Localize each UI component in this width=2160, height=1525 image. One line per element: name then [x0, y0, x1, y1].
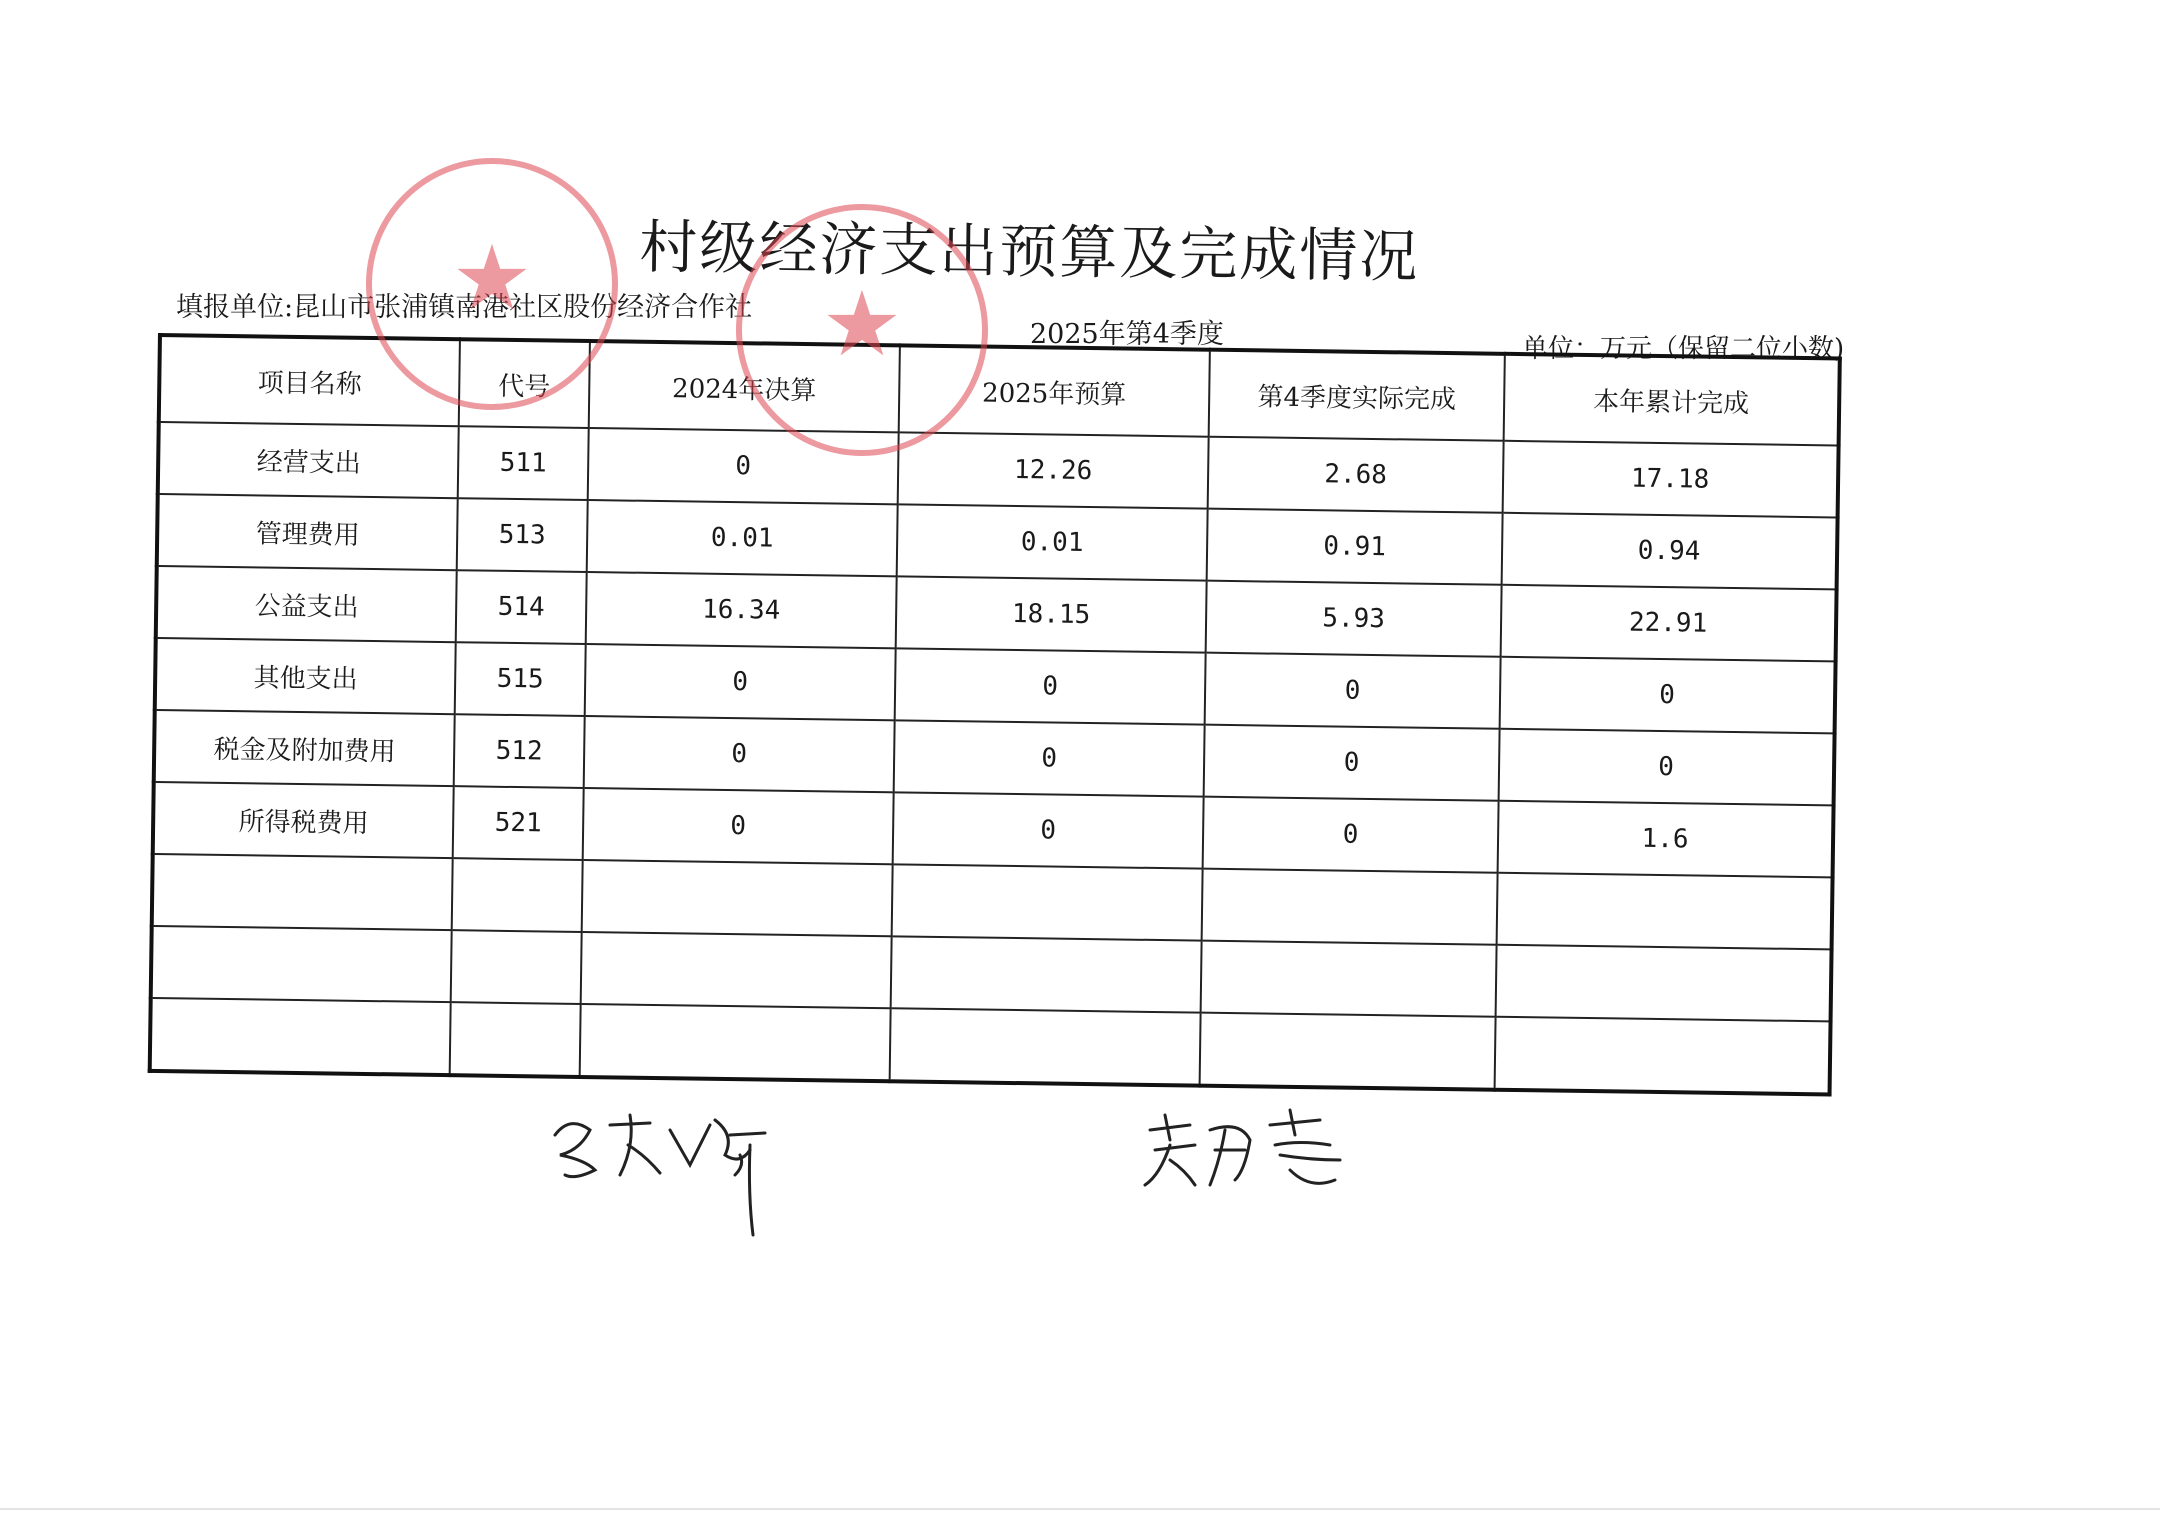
row-label: 所得税费用: [153, 782, 454, 858]
row-value: 0.94: [1502, 513, 1838, 590]
expense-table: [148, 333, 1842, 1096]
row-value: 0: [893, 792, 1204, 868]
row-code: [452, 858, 583, 932]
row-label: 公益支出: [156, 566, 457, 642]
row-value: [1497, 873, 1833, 950]
row-value: [1200, 1013, 1496, 1090]
row-code: 521: [453, 786, 584, 860]
row-value: 0: [1499, 729, 1835, 806]
row-value: 0: [588, 428, 899, 504]
row-value: 22.91: [1501, 585, 1837, 662]
row-code: 515: [455, 642, 586, 716]
column-header: 项目名称: [159, 335, 460, 426]
row-value: [1202, 869, 1498, 945]
row-label: [150, 998, 451, 1075]
seal-stamp: [366, 158, 618, 410]
row-value: 0.01: [587, 500, 898, 576]
row-code: 512: [454, 714, 585, 788]
row-value: [1201, 941, 1497, 1017]
row-value: [1495, 1017, 1831, 1095]
row-value: 0.01: [897, 504, 1208, 580]
row-value: 1.6: [1498, 801, 1834, 878]
row-value: 0: [1205, 653, 1501, 729]
column-header: 代号: [459, 339, 590, 428]
row-value: 2.68: [1208, 437, 1504, 513]
row-value: [580, 1004, 891, 1081]
row-label: 经营支出: [158, 422, 459, 498]
row-value: 0: [583, 788, 894, 864]
report-period: 2025年第4季度: [1030, 319, 1224, 350]
row-value: [892, 864, 1203, 940]
row-value: [891, 936, 1202, 1012]
row-value: 12.26: [898, 432, 1209, 508]
row-label: [151, 926, 452, 1002]
expense-table-container: [148, 333, 1838, 1076]
column-header: 本年累计完成: [1504, 354, 1840, 446]
row-value: 0: [1203, 797, 1499, 873]
row-code: 513: [457, 498, 588, 572]
row-label: [152, 854, 453, 930]
column-header: 第4季度实际完成: [1209, 350, 1505, 441]
row-label: 其他支出: [155, 638, 456, 714]
row-code: [450, 1002, 581, 1077]
row-value: [1496, 945, 1832, 1022]
unit-note: 单位：万元（保留二位小数): [1522, 334, 1845, 364]
row-value: 17.18: [1503, 441, 1839, 518]
row-code: 514: [456, 570, 587, 644]
row-value: 16.34: [586, 572, 897, 648]
row-label: 税金及附加费用: [154, 710, 455, 786]
row-value: 0: [584, 716, 895, 792]
row-value: 18.15: [896, 576, 1207, 652]
star-icon: ★: [821, 272, 903, 377]
reporting-unit: 填报单位:昆山市张浦镇南港社区股份经济合作社: [176, 292, 753, 323]
row-value: 0.91: [1207, 509, 1503, 585]
row-value: [581, 932, 892, 1008]
row-code: [451, 930, 582, 1004]
signature: [1140, 1100, 1360, 1200]
row-value: 5.93: [1206, 581, 1502, 657]
seal-stamp: [736, 204, 988, 456]
row-value: [890, 1008, 1201, 1085]
row-value: 0: [894, 720, 1205, 796]
scan-edge: [0, 1508, 2160, 1510]
signature: [550, 1095, 780, 1245]
page-title: 村级经济支出预算及完成情况: [639, 212, 1420, 291]
row-code: 511: [458, 426, 589, 500]
column-header: 2025年预算: [899, 345, 1210, 436]
star-icon: ★: [451, 226, 533, 331]
row-label: 管理费用: [157, 494, 458, 570]
row-value: 0: [585, 644, 896, 720]
row-value: 0: [1204, 725, 1500, 801]
column-header: 2024年决算: [589, 341, 900, 432]
row-value: 0: [895, 648, 1206, 724]
row-value: [582, 860, 893, 936]
row-value: 0: [1500, 657, 1836, 734]
